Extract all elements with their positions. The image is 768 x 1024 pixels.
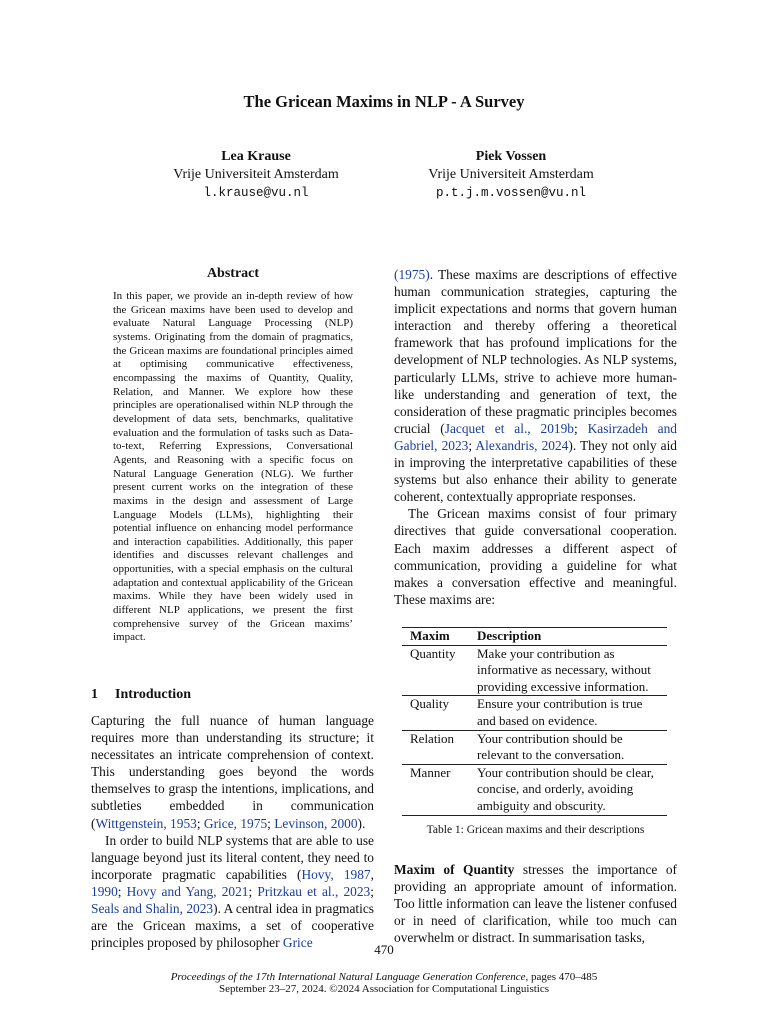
table-cell-description: Your contribution should be clear, concise, and orderly, avoiding ambiguity and obscurity. <box>469 764 667 815</box>
table-cell-maxim: Manner <box>402 764 469 815</box>
citation-link[interactable]: Kasirzadeh and Gabriel, 2023 <box>394 420 677 453</box>
maxims-table <box>402 627 667 816</box>
author-name: Piek Vossen <box>475 149 547 164</box>
table-row <box>402 730 667 764</box>
citation-link[interactable]: Jacquet et al., 2019b <box>444 420 574 436</box>
author-block-1 <box>136 148 376 202</box>
footer-pages: , pages 470–485 <box>525 971 598 983</box>
table-cell-description: Your contribution should be relevant to the conversation. <box>469 730 667 764</box>
paper-title: The Gricean Maxims in NLP - A Survey <box>243 92 525 111</box>
abstract-text: In this paper, we provide an in-depth review of how the Gricean maxims have been used to develop and evaluate Natural Language Processing (NLP) systems. Originating from the domain of pragmatics, the Gricean maxims are foundational principles aimed at optimising communicative effectiveness, encompassing the maxims of Quantity, Quality, Relation, and Manner. We explore how these principles are operationalised within NLP through the development of data sets, benchmarks, qualitative evaluation and the formulation of tasks such as Data-to-text, Referring Expressions, Conversational Agents, and Reasoning with a specific focus on Natural Language Generation (NLG). We further present current works on the integration of these maxims in the design and assessment of Large Language Models (LLMs), highlighting their potential influence on enhancing model performance and interaction capabilities. Additionally, this paper identifies and discusses relevant challenges and opportunities, with a special emphasis on the cultural adaptation and contextual applicability of the Gricean maxims. While they have been widely used in different NLP applications, we present the first comprehensive survey of the Gricean maxims’ impact. <box>113 290 353 644</box>
table-cell-maxim: Quantity <box>402 645 469 696</box>
table-cell-maxim: Relation <box>402 730 469 764</box>
page-number: 470 <box>374 942 394 957</box>
footer-venue: Proceedings of the 17th International Natural Language Generation Conference <box>170 971 526 983</box>
citation-link[interactable]: Grice, 1975 <box>203 815 268 831</box>
right-column-intro <box>394 266 677 608</box>
author-email: l.krause@vu.nl <box>203 186 309 200</box>
right-paragraph-2: The Gricean maxims consist of four primary directives that guide conversational cooperation. Each maxim addresses a different aspect of communication, providing a guideline for what makes a conversation effective and meaningful. These maxims are: <box>394 506 677 607</box>
table-row <box>402 645 667 696</box>
section-title: Introduction <box>115 687 191 702</box>
section-number: 1 <box>91 687 98 702</box>
footer-dates: September 23–27, 2024. ©2024 Association for Computational Linguistics <box>218 983 550 995</box>
author-affiliation: Vrije Universiteit Amsterdam <box>428 167 594 182</box>
citation-link[interactable]: (1975) <box>394 267 430 282</box>
citation-link[interactable]: Alexandris, 2024 <box>475 437 569 453</box>
proceedings-footer <box>0 971 768 995</box>
table-caption: Table 1: Gricean maxims and their descriptions <box>426 824 645 836</box>
author-email: p.t.j.m.vossen@vu.nl <box>435 186 587 200</box>
table-cell-description: Ensure your contribution is true and based on evidence. <box>469 696 667 730</box>
table-header-maxim: Maxim <box>402 628 469 646</box>
citation-link[interactable]: Hovy and Yang, 2021 <box>126 883 249 899</box>
intro-paragraph-1: Capturing the full nuance of human language requires more than understanding its structure; it necessitates an intricate comprehension of context. This understanding goes beyond the words themselves to grasp the intentions, implications, and subtleties embedded in communication (Wittgenstein, 1953; Grice, 1975; Levinson, 2000). <box>91 713 374 831</box>
table-cell-maxim: Quality <box>402 696 469 730</box>
table-cell-description: Make your contribution as informative as necessary, without providing excessive information. <box>469 645 667 696</box>
abstract-heading: Abstract <box>206 266 260 281</box>
citation-link[interactable]: Levinson, 2000 <box>274 815 358 831</box>
citation-link[interactable]: Wittgenstein, 1953 <box>95 815 197 831</box>
right-paragraph-1: (1975). These maxims are descriptions of effective human communication strategies, capturing the implicit expectations and norms that govern human interaction and thereby offering a theoretical framework that has profound implications for the development of NLP technologies. As NLP systems, particularly LLMs, strive to achieve more human-like understanding and generation of text, the consideration of these pragmatic principles becomes crucial (Jacquet et al., 2019b; Kasirzadeh and Gabriel, 2023; Alexandris, 2024). They not only aid in improving the interpretative capabilities of these systems but also enhance their ability to generate coherent, contextually appropriate responses. <box>394 267 677 505</box>
author-name: Lea Krause <box>221 149 291 164</box>
table-row <box>402 696 667 730</box>
maxim-quantity-heading: Maxim of Quantity <box>394 862 515 877</box>
table-row <box>402 764 667 815</box>
section-heading <box>91 687 191 703</box>
intro-paragraph-2: In order to build NLP systems that are able to use language beyond just its literal content, they need to incorporate pragmatic capabilities (Hovy, 1987, 1990; Hovy and Yang, 2021; Pritzkau et al., 2023; Seals and Shalin, 2023). A central idea in pragmatics are the Gricean maxims, a set of cooperative principles proposed by philosopher Grice <box>91 832 374 951</box>
citation-link[interactable]: 1990 <box>91 883 118 899</box>
maxim-quantity-paragraph: Maxim of Quantity stresses the importance of providing an appropriate amount of information. Too little information can leave the listener confused or in need of clarification, while too much can overwhelm or distract. In summarisation tasks, <box>394 862 678 946</box>
citation-link[interactable]: Hovy, 1987 <box>301 866 371 882</box>
citation-link[interactable]: Pritzkau et al., 2023 <box>257 883 371 899</box>
citation-link[interactable]: Grice <box>282 935 313 951</box>
citation-link[interactable]: Seals and Shalin, 2023 <box>91 901 214 917</box>
table-header-description: Description <box>469 628 667 646</box>
intro-column <box>91 712 374 951</box>
author-affiliation: Vrije Universiteit Amsterdam <box>173 167 339 182</box>
author-block-2 <box>391 148 631 202</box>
